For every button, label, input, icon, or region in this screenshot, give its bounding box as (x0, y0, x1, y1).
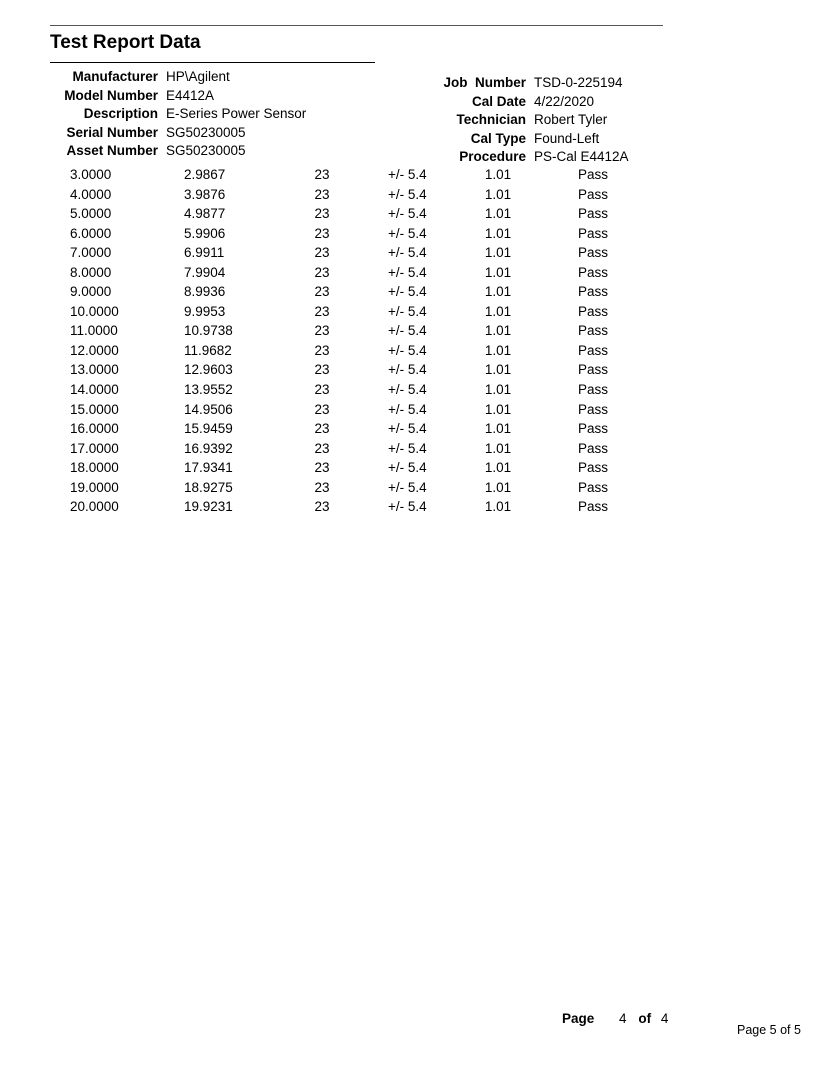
ratio-cell: 1.01 (484, 421, 512, 437)
info-row-manufacturer (50, 68, 306, 87)
title-underline (50, 62, 375, 63)
table-row (0, 185, 835, 205)
measured-cell: 18.9275 (184, 479, 233, 495)
tolerance-cell: +/- 5.4 (388, 440, 427, 456)
info-label: Description (83, 106, 158, 121)
measured-cell: 8.9936 (184, 284, 226, 300)
measured-cell: 17.9341 (184, 460, 233, 476)
info-value: E4412A (166, 87, 215, 103)
info-label: Procedure (459, 149, 526, 164)
temperature-cell: 23 (314, 499, 330, 515)
nominal-cell: 16.0000 (70, 421, 119, 437)
temperature-cell: 23 (314, 440, 330, 456)
nominal-cell: 9.0000 (70, 284, 112, 300)
tolerance-cell: +/- 5.4 (388, 479, 427, 495)
nominal-cell: 15.0000 (70, 401, 119, 417)
result-cell: Pass (577, 186, 608, 202)
result-cell: Pass (577, 401, 608, 417)
table-row (0, 341, 835, 361)
ratio-cell: 1.01 (484, 342, 512, 358)
temperature-cell: 23 (314, 323, 330, 339)
nominal-cell: 18.0000 (70, 460, 119, 476)
result-cell: Pass (577, 303, 608, 319)
temperature-cell: 23 (314, 245, 330, 261)
nominal-cell: 6.0000 (70, 225, 112, 241)
table-row (0, 380, 835, 400)
tolerance-cell: +/- 5.4 (388, 303, 427, 319)
tolerance-cell: +/- 5.4 (388, 245, 427, 261)
measured-cell: 16.9392 (184, 440, 233, 456)
ratio-cell: 1.01 (484, 401, 512, 417)
tolerance-cell: +/- 5.4 (388, 382, 427, 398)
nominal-cell: 14.0000 (70, 382, 119, 398)
table-row (0, 360, 835, 380)
measured-cell: 6.9911 (184, 245, 225, 261)
info-value: PS-Cal E4412A (534, 149, 629, 164)
measured-cell: 19.9231 (184, 499, 233, 515)
ratio-cell: 1.01 (484, 167, 512, 182)
info-row-asset-number (50, 142, 306, 161)
info-value: Found-Left (534, 130, 600, 146)
temperature-cell: 23 (314, 460, 330, 476)
info-value: E-Series Power Sensor (166, 106, 307, 121)
tolerance-cell: +/- 5.4 (388, 342, 427, 358)
info-value: TSD-0-225194 (534, 75, 623, 90)
ratio-cell: 1.01 (484, 245, 512, 261)
info-row-procedure (420, 148, 629, 167)
ratio-cell: 1.01 (484, 440, 512, 456)
nominal-cell: 5.0000 (70, 206, 112, 222)
page-total: Page 5 of 5 (737, 1023, 801, 1037)
info-row-model-number (50, 87, 306, 106)
info-label: Model Number (64, 87, 158, 103)
page-count: 4 (660, 1011, 669, 1026)
nominal-cell: 3.0000 (70, 167, 112, 182)
result-cell: Pass (577, 225, 608, 241)
table-row (0, 321, 835, 341)
nominal-cell: 10.0000 (70, 303, 119, 319)
info-label: Cal Type (470, 130, 526, 146)
tolerance-cell: +/- 5.4 (388, 460, 427, 476)
measurement-table (0, 165, 835, 517)
result-cell: Pass (577, 421, 608, 437)
info-value: 4/22/2020 (534, 93, 595, 109)
ratio-cell: 1.01 (484, 206, 512, 222)
result-cell: Pass (577, 479, 608, 495)
temperature-cell: 23 (314, 284, 330, 300)
measured-cell: 14.9506 (184, 401, 233, 417)
nominal-cell: 17.0000 (70, 440, 119, 456)
page-label: Page (562, 1011, 595, 1026)
table-row (0, 478, 835, 498)
tolerance-cell: +/- 5.4 (388, 401, 427, 417)
tolerance-cell: +/- 5.4 (388, 206, 427, 222)
temperature-cell: 23 (314, 303, 330, 319)
job-info (420, 74, 629, 167)
ratio-cell: 1.01 (484, 225, 512, 241)
ratio-cell: 1.01 (484, 264, 512, 280)
measured-cell: 12.9603 (184, 362, 233, 378)
ratio-cell: 1.01 (484, 499, 512, 515)
info-row-technician (420, 111, 629, 130)
table-row (0, 419, 835, 439)
temperature-cell: 23 (314, 167, 330, 182)
temperature-cell: 23 (314, 479, 330, 495)
ratio-cell: 1.01 (484, 303, 512, 319)
tolerance-cell: +/- 5.4 (388, 362, 427, 378)
nominal-cell: 20.0000 (70, 499, 119, 515)
table-row (0, 243, 835, 263)
tolerance-cell: +/- 5.4 (388, 225, 427, 241)
info-label: Cal Date (471, 93, 526, 109)
result-cell: Pass (577, 499, 608, 515)
temperature-cell: 23 (314, 421, 330, 437)
tolerance-cell: +/- 5.4 (388, 284, 427, 300)
info-row-job-number (420, 74, 629, 93)
info-value: SG50230005 (166, 143, 246, 158)
table-row (0, 204, 835, 224)
measured-cell: 5.9906 (184, 225, 226, 241)
result-cell: Pass (577, 342, 608, 358)
info-row-serial-number (50, 124, 306, 143)
result-cell: Pass (577, 167, 608, 182)
ratio-cell: 1.01 (484, 382, 512, 398)
result-cell: Pass (577, 382, 608, 398)
info-value: HP\Agilent (166, 69, 230, 84)
ratio-cell: 1.01 (484, 186, 512, 202)
nominal-cell: 13.0000 (70, 362, 119, 378)
result-cell: Pass (577, 323, 608, 339)
temperature-cell: 23 (314, 382, 330, 398)
tolerance-cell: +/- 5.4 (388, 323, 427, 339)
info-label: Job Number (443, 75, 526, 90)
table-row (0, 302, 835, 322)
temperature-cell: 23 (314, 342, 330, 358)
page-current: 4 (619, 1011, 627, 1026)
measured-cell: 13.9552 (184, 382, 233, 398)
tolerance-cell: +/- 5.4 (388, 264, 427, 280)
temperature-cell: 23 (314, 362, 330, 378)
table-row (0, 263, 835, 283)
table-row (0, 282, 835, 302)
measured-cell: 10.9738 (184, 323, 233, 339)
info-label: Technician (456, 112, 526, 127)
tolerance-cell: +/- 5.4 (388, 186, 427, 202)
measured-cell: 2.9867 (184, 167, 226, 182)
result-cell: Pass (577, 440, 608, 456)
measured-cell: 4.9877 (184, 206, 226, 222)
table-row (0, 400, 835, 420)
result-cell: Pass (577, 362, 608, 378)
info-value: SG50230005 (166, 124, 246, 140)
nominal-cell: 11.0000 (70, 323, 118, 339)
result-cell: Pass (577, 206, 608, 222)
result-cell: Pass (577, 264, 608, 280)
temperature-cell: 23 (314, 401, 330, 417)
measured-cell: 7.9904 (184, 264, 226, 280)
nominal-cell: 7.0000 (70, 245, 112, 261)
measured-cell: 15.9459 (184, 421, 233, 437)
temperature-cell: 23 (314, 264, 330, 280)
nominal-cell: 8.0000 (70, 264, 112, 280)
info-row-cal-type (420, 130, 629, 149)
tolerance-cell: +/- 5.4 (388, 499, 427, 515)
tolerance-cell: +/- 5.4 (388, 167, 427, 182)
nominal-cell: 4.0000 (70, 186, 112, 202)
table-row (0, 165, 835, 185)
table-row (0, 439, 835, 459)
temperature-cell: 23 (314, 186, 330, 202)
table-row (0, 497, 835, 517)
ratio-cell: 1.01 (484, 460, 512, 476)
info-value: Robert Tyler (534, 112, 608, 127)
nominal-cell: 19.0000 (70, 479, 119, 495)
table-row (0, 224, 835, 244)
info-row-description (50, 105, 306, 124)
result-cell: Pass (577, 460, 608, 476)
ratio-cell: 1.01 (484, 479, 512, 495)
temperature-cell: 23 (314, 225, 330, 241)
ratio-cell: 1.01 (484, 362, 512, 378)
result-cell: Pass (577, 245, 608, 261)
top-divider (50, 25, 663, 26)
ratio-cell: 1.01 (484, 323, 512, 339)
info-row-cal-date (420, 93, 629, 112)
table-row (0, 458, 835, 478)
measured-cell: 11.9682 (184, 342, 232, 358)
measured-cell: 9.9953 (184, 303, 226, 319)
instrument-info (50, 68, 306, 161)
measured-cell: 3.9876 (184, 186, 226, 202)
nominal-cell: 12.0000 (70, 342, 119, 358)
ratio-cell: 1.01 (484, 284, 512, 300)
of-label: of (638, 1011, 652, 1026)
tolerance-cell: +/- 5.4 (388, 421, 427, 437)
info-label: Serial Number (66, 124, 158, 140)
page-number (562, 1011, 668, 1026)
info-label: Asset Number (66, 143, 158, 158)
info-label: Manufacturer (72, 69, 158, 84)
report-title: Test Report Data (50, 32, 201, 53)
result-cell: Pass (577, 284, 608, 300)
temperature-cell: 23 (314, 206, 330, 222)
